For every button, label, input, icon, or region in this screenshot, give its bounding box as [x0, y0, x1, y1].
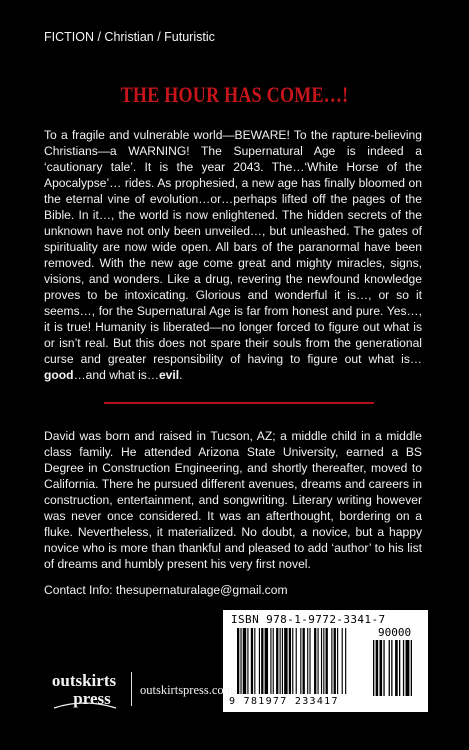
isbn-number: ISBN 978-1-9772-3341-7: [231, 613, 386, 626]
synopsis-part-1: To a fragile and vulnerable world—BEWARE! To the rapture-believing Christians—a WARNING! The Supernatural Age is indeed a ‘cautionary tale’. It is the year 2043. The…‘White Horse of the Apocalypse’… rides. As prophesied, a new age has finally bloomed on the eternal vine of evolution…or…perhaps lifted off the pages of the Bible. In it…, the world is now enlightened. The hidden secrets of the unknown have not only been unveiled…, but unleashed. The gates of spirituality are now wide open. All bars of the paranormal have been removed. With the new age come great and mighty miracles, signs, visions, and wonders. Like a drug, revering the newfound knowledge proves to be intoxicating. Glorious and wonderful it is…, or so it seems…, for the Supernatural Age is far from honest and pure. Yes…, it is true! Humanity is liberated—no longer forced to figure out what is or isn’t real. But this does not spare their souls from the generational curse and greater responsibility of having to figure out what is…: [44, 128, 422, 366]
isbn-barcode: [223, 610, 428, 712]
synopsis-evil: evil: [158, 368, 180, 382]
synopsis-text: [44, 127, 422, 383]
price-code: 90000: [378, 626, 412, 639]
logo-line-1: outskirts: [51, 671, 117, 690]
logo-line-2: press: [73, 689, 111, 708]
section-divider: [104, 402, 374, 404]
headline: THE HOUR HAS COME…!: [120, 82, 349, 107]
synopsis-part-3: .: [179, 368, 183, 382]
barcode-digits: 9 781977 233417: [229, 696, 339, 707]
author-bio: David was born and raised in Tucson, AZ; a middle child in a middle class family. He attended Arizona State University, earned a BS Degree in Construction Engineering, and shortly thereafter, moved to California. There he pursued different avenues, dreams and careers in construction, entertainment, and songwriting. Literary writing however was never once considered. It was an afterthought, bordering on a fluke. Nevertheless, it materialized. No doubt, a novice, but a happy novice who is more than thankful and pleased to add ‘author’ to his list of dreams and humbly present his very first novel.: [44, 429, 422, 571]
contact-info: Contact Info: thesupernaturalage@gmail.com: [44, 583, 288, 597]
synopsis-part-2: …and what is…: [73, 368, 159, 382]
outskirts-press-logo: [46, 668, 122, 712]
logo-separator: [131, 672, 132, 706]
genre-category: FICTION / Christian / Futuristic: [44, 30, 215, 44]
publisher-url: outskirtspress.com: [140, 683, 234, 697]
synopsis-good: good: [44, 368, 74, 382]
